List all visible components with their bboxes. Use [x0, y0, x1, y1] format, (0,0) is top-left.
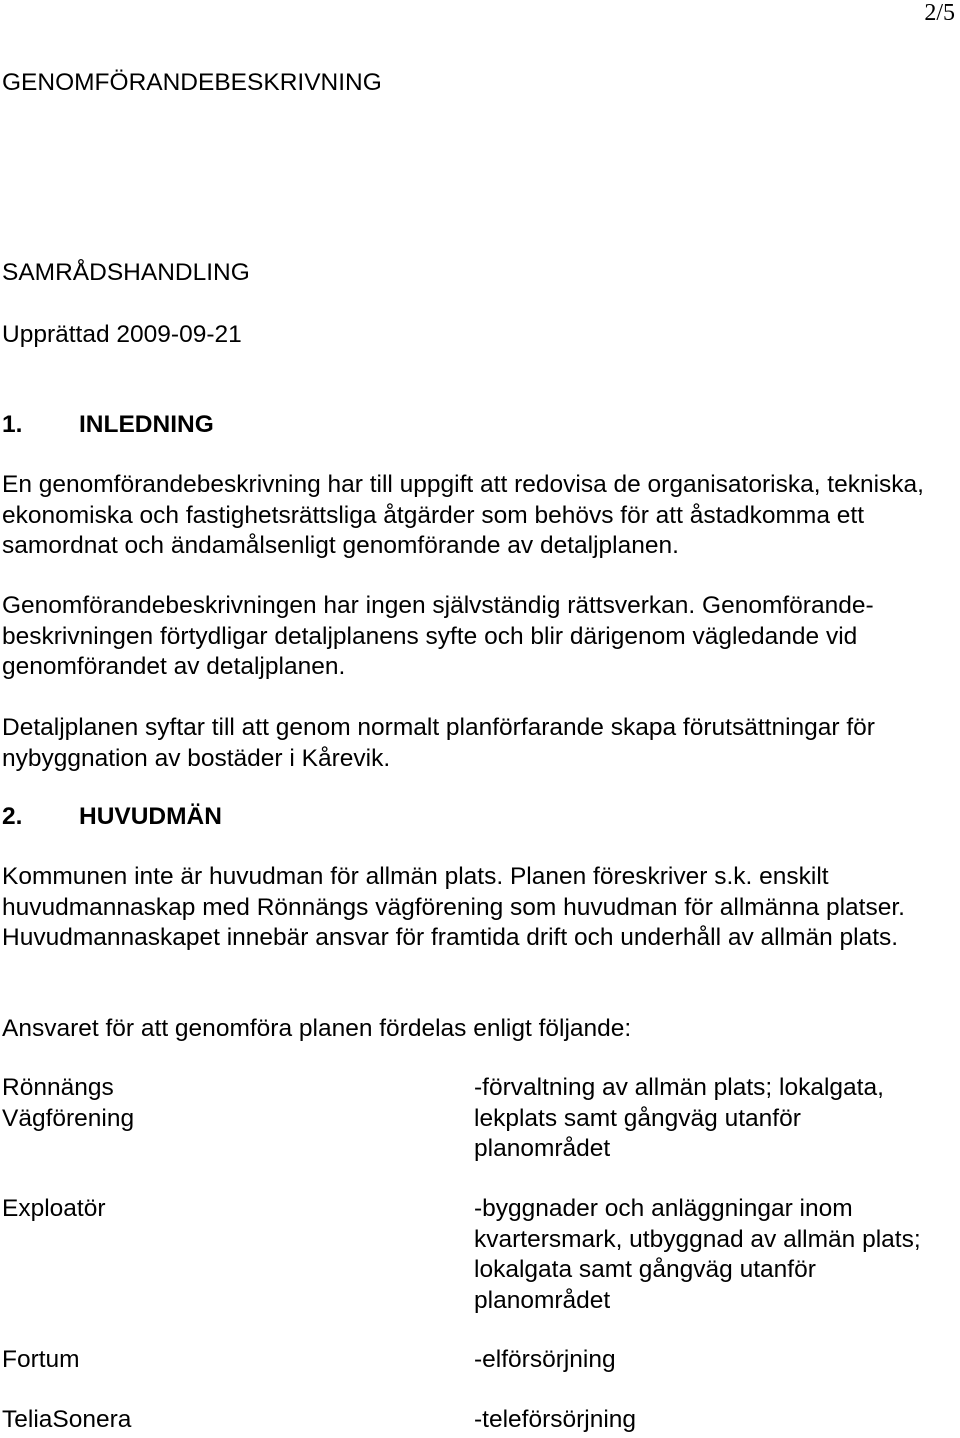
responsible-party: Fortum [2, 1346, 80, 1373]
page-number: 2/5 [924, 0, 955, 26]
paragraph-purpose: En genomförandebeskrivning har till uppgift att redovisa de organisatoriska, tekniska, ekonomiska och fastighetsrättsliga åtgärder som behövs för att åstadkomma ett samordnat och ändamålsenligt genomförande av detaljplanen. [2, 471, 924, 559]
responsible-party: TeliaSonera [2, 1406, 132, 1433]
responsible-party: Exploatör [2, 1195, 106, 1222]
section-title: INLEDNING [79, 411, 214, 438]
responsibility-task: -teleförsörjning [474, 1406, 637, 1433]
section-title: HUVUDMÄN [79, 803, 222, 830]
responsibility-task: -byggnader och anläggningar inom kvartersmark, utbyggnad av allmän plats; lokalgata samt gångväg utanför planområdet [474, 1195, 921, 1314]
section-heading-huvudman [2, 802, 952, 833]
paragraph-plan-aim: Detaljplanen syftar till att genom normalt planförfarande skapa förutsättningar för nybyggnation av bostäder i Kårevik. [2, 714, 875, 772]
responsible-party: Rönnängs Vägförening [2, 1074, 135, 1132]
document-status: SAMRÅDSHANDLING [2, 259, 250, 286]
section-number: 2. [2, 803, 23, 830]
document-date: Upprättad 2009-09-21 [2, 321, 242, 348]
responsibility-task: -förvaltning av allmän plats; lokalgata, lekplats samt gångväg utanför planområdet [474, 1074, 884, 1162]
paragraph-responsibility-intro: Ansvaret för att genomföra planen fördelas enligt följande: [2, 1015, 632, 1042]
responsibility-task: -elförsörjning [474, 1346, 616, 1373]
paragraph-legal-effect: Genomförandebeskrivningen har ingen självständig rättsverkan. Genomförande-beskrivningen förtydligar detaljplanens syfte och blir därigenom vägledande vid genomförandet av detaljplanen. [2, 592, 874, 680]
document-title: GENOMFÖRANDEBESKRIVNING [2, 69, 382, 96]
section-heading-inledning [2, 410, 952, 441]
section-number: 1. [2, 411, 23, 438]
paragraph-principal: Kommunen inte är huvudman för allmän plats. Planen föreskriver s.k. enskilt huvudmannaskap med Rönnängs vägförening som huvudman för allmänna platser. Huvudmannaskapet innebär ansvar för framtida drift och underhåll av allmän plats. [2, 863, 905, 951]
